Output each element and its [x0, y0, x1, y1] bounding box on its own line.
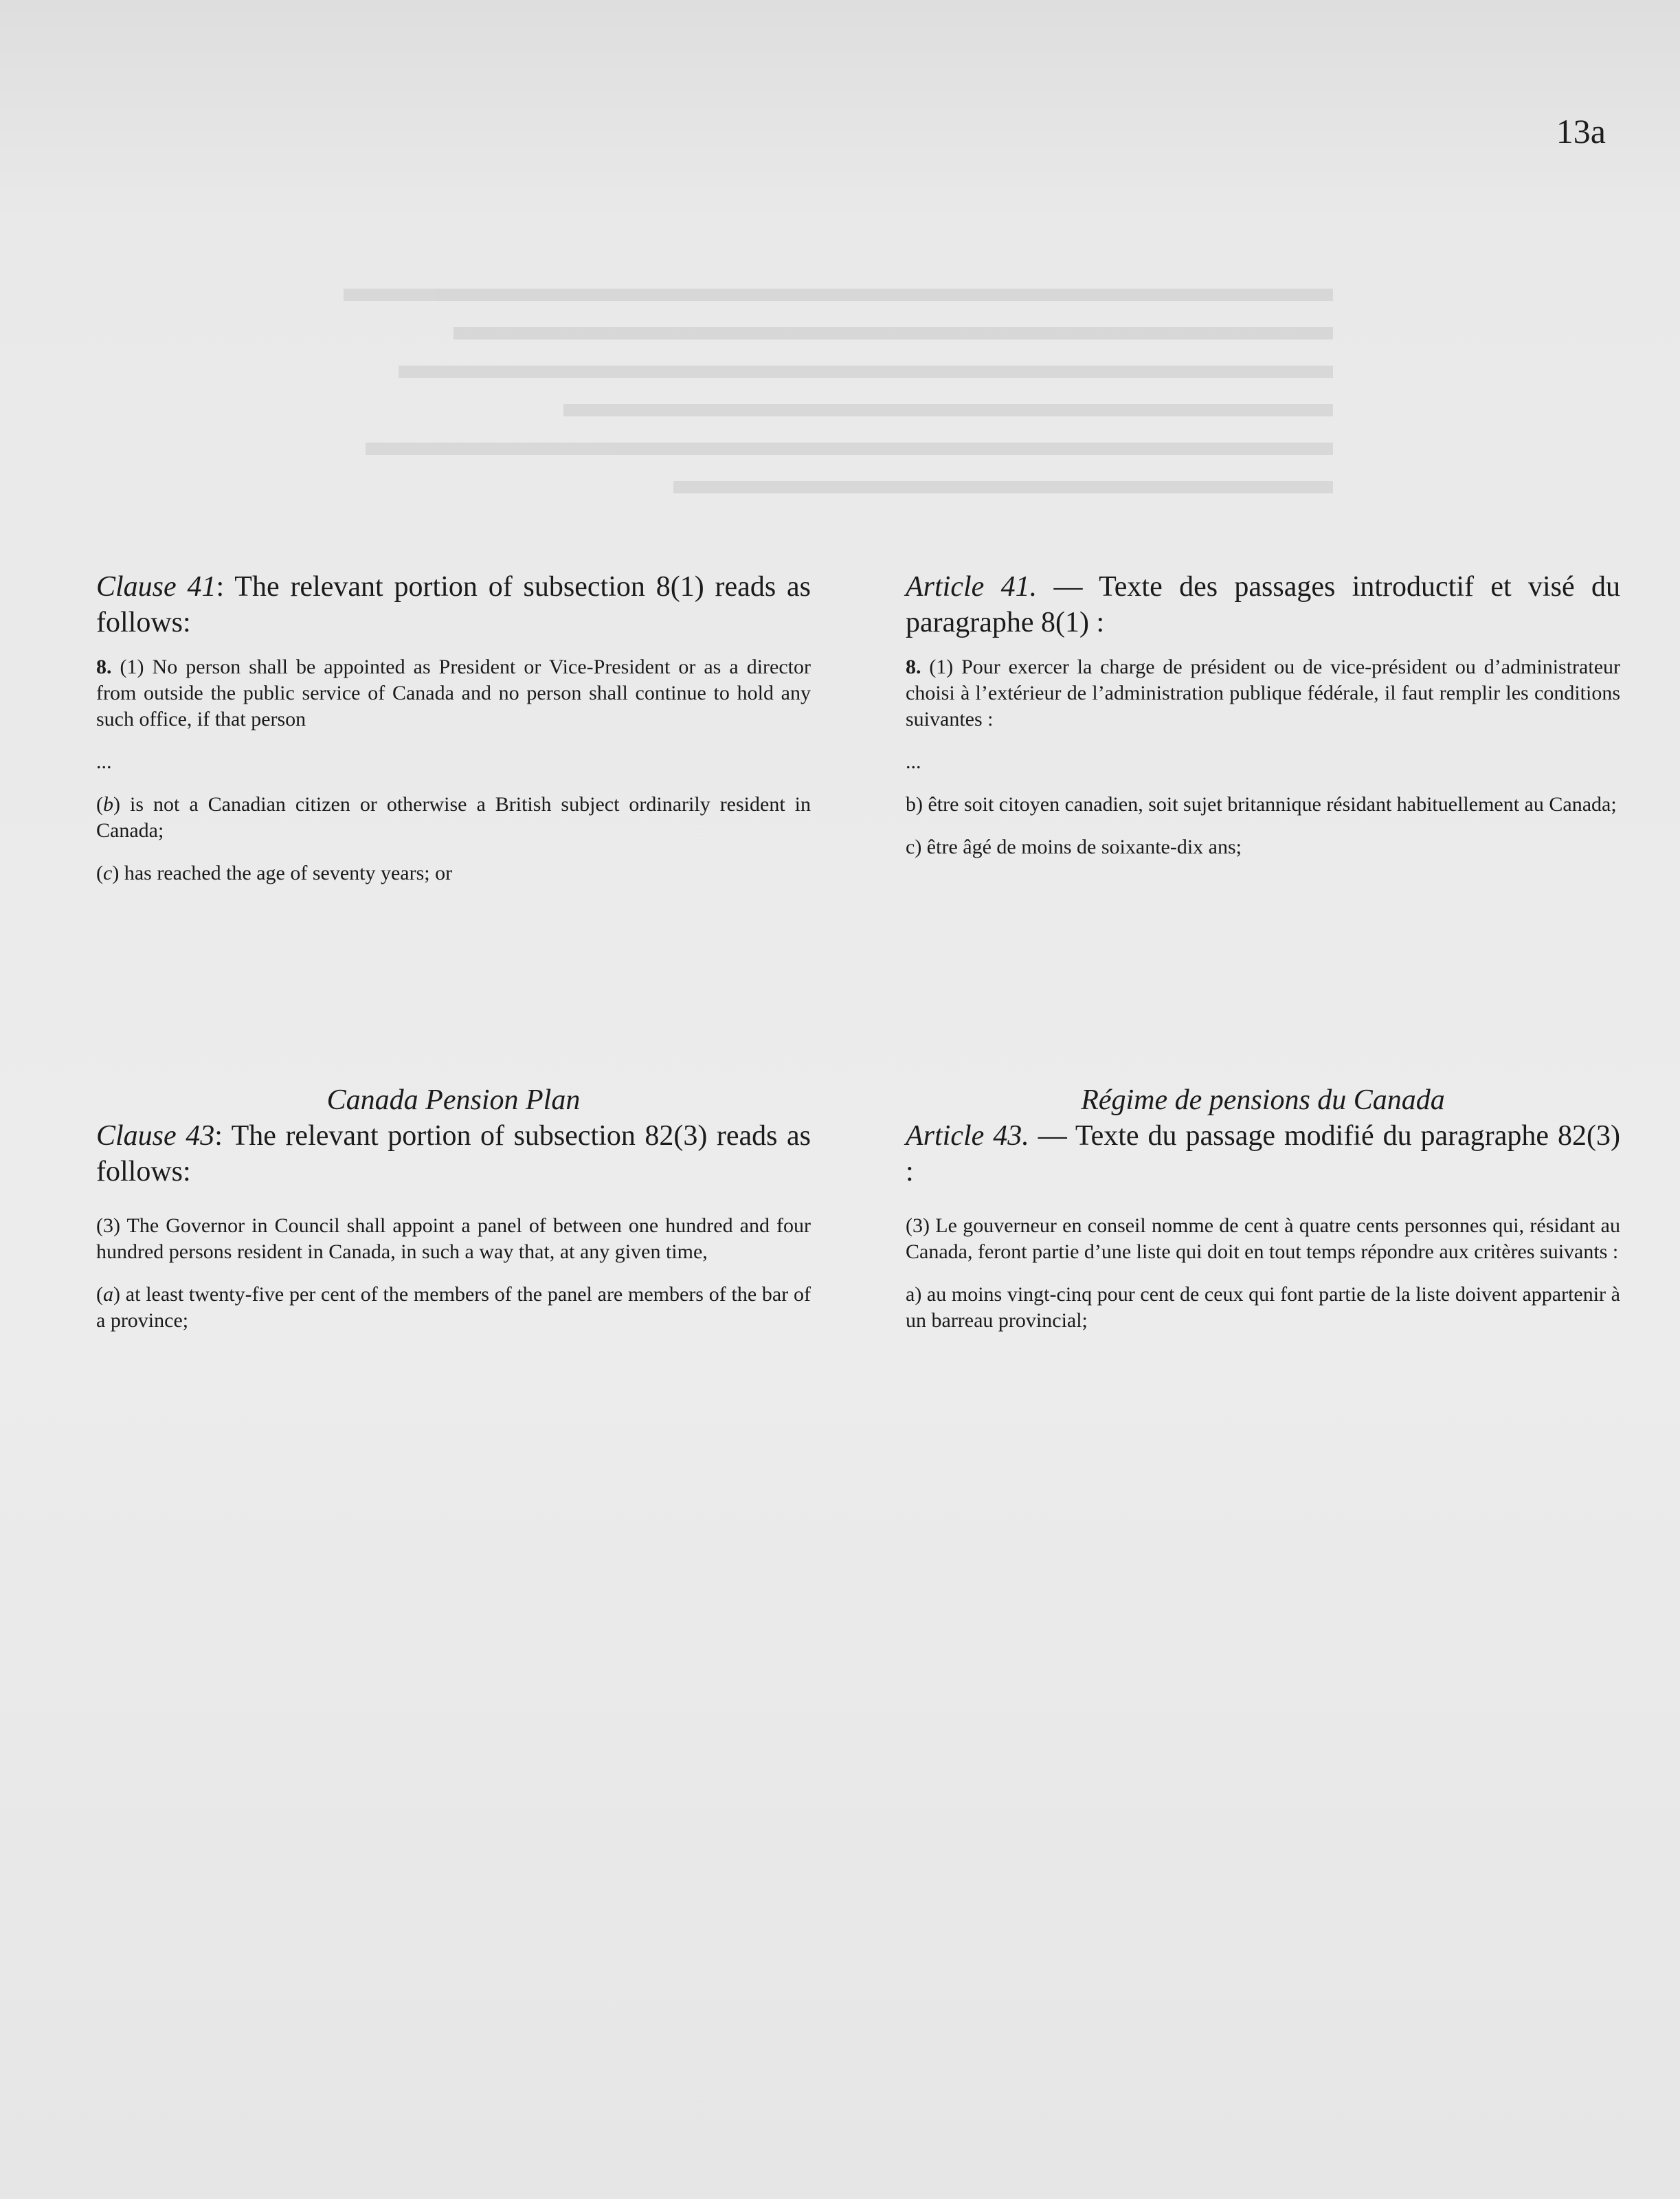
paragraph-b-letter-en: b: [103, 793, 113, 816]
clause-41-heading-fr: [906, 569, 1620, 640]
clause-41-heading-text-en: : The relevant portion of subsection 8(1) reads as follows:: [96, 571, 811, 638]
clause-41-heading-en: [96, 569, 811, 640]
paragraph-c-letter-en: c: [103, 862, 113, 884]
clause-43-label-fr: Article 43.: [906, 1120, 1029, 1152]
clause-41-heading-text-fr: — Texte des passages introductif et visé du paragraphe 8(1) :: [906, 571, 1620, 638]
paragraph-b-text-en: is not a Canadian citizen or otherwise a British subject ordinarily resident in Canada;: [96, 793, 811, 842]
paragraph-a-text-en: at least twenty-five per cent of the members of the panel are members of the bar of a province;: [96, 1283, 811, 1332]
clause-43-heading-text-fr: — Texte du passage modifié du paragraphe 82(3) :: [906, 1120, 1620, 1187]
paragraph-c-fr: c) être âgé de moins de soixante-dix ans;: [906, 836, 1242, 858]
clause-41-label-en: Clause 41: [96, 571, 216, 603]
clause-43-heading-fr: [906, 1118, 1620, 1190]
subsection-8-1-fr: [906, 654, 1620, 733]
clause-43-english: [96, 1082, 811, 1334]
subsection-8-1-text-en: (1) No person shall be appointed as President or Vice-President or as a director from outside the public service of Canada and no person shall continue to hold any such office, if that person: [96, 656, 811, 730]
clause-41-french: [906, 569, 1620, 860]
subsection-82-3-en: (3) The Governor in Council shall appoint a panel of between one hundred and four hundred persons resident in Canada, in such a way that, at any given time,: [96, 1214, 811, 1263]
section-title-fr: Régime de pensions du Canada: [1081, 1084, 1445, 1116]
section-number-8-en: 8.: [96, 656, 112, 678]
clause-41-english: [96, 569, 811, 886]
paragraph-a-fr: a) au moins vingt-cinq pour cent de ceux qui font partie de la liste doivent appartenir à un barreau provincial;: [906, 1283, 1620, 1332]
ellipsis-en: ...: [96, 750, 112, 773]
page-number: 13a: [1556, 112, 1606, 150]
section-number-8-fr: 8.: [906, 656, 921, 678]
subsection-82-3-fr: (3) Le gouverneur en conseil nomme de cent à quatre cents personnes qui, résidant au Canada, feront partie d’une liste qui doit en tout temps répondre aux critères suivants :: [906, 1214, 1620, 1263]
subsection-8-1-text-fr: (1) Pour exercer la charge de président ou de vice-président ou d’administrateur choisi à l’extérieur de l’administration publique fédérale, il faut remplir les conditions suivantes :: [906, 656, 1620, 730]
subsection-8-1-en: [96, 654, 811, 733]
paragraph-b-en: (b) is not a Canadian citizen or otherwise a British subject ordinarily resident in Canada;: [96, 793, 811, 842]
paragraph-c-text-en: has reached the age of seventy years; or: [119, 862, 453, 884]
clause-43-french: [906, 1082, 1620, 1334]
paragraph-a-en: (a) at least twenty-five per cent of the members of the panel are members of the bar of a province;: [96, 1283, 811, 1332]
section-title-en: Canada Pension Plan: [326, 1084, 581, 1116]
clause-41-label-fr: Article 41.: [906, 571, 1038, 603]
paragraph-a-letter-en: a: [103, 1283, 113, 1306]
clause-43-heading-en: [96, 1118, 811, 1190]
ellipsis-fr: ...: [906, 750, 921, 773]
paragraph-b-fr: b) être soit citoyen canadien, soit sujet britannique résidant habituellement au Canada;: [906, 793, 1617, 816]
paragraph-c-en: (c) has reached the age of seventy years; or: [96, 862, 453, 884]
clause-43-label-en: Clause 43: [96, 1120, 215, 1152]
clause-43-heading-text-en: : The relevant portion of subsection 82(3) reads as follows:: [96, 1120, 811, 1187]
